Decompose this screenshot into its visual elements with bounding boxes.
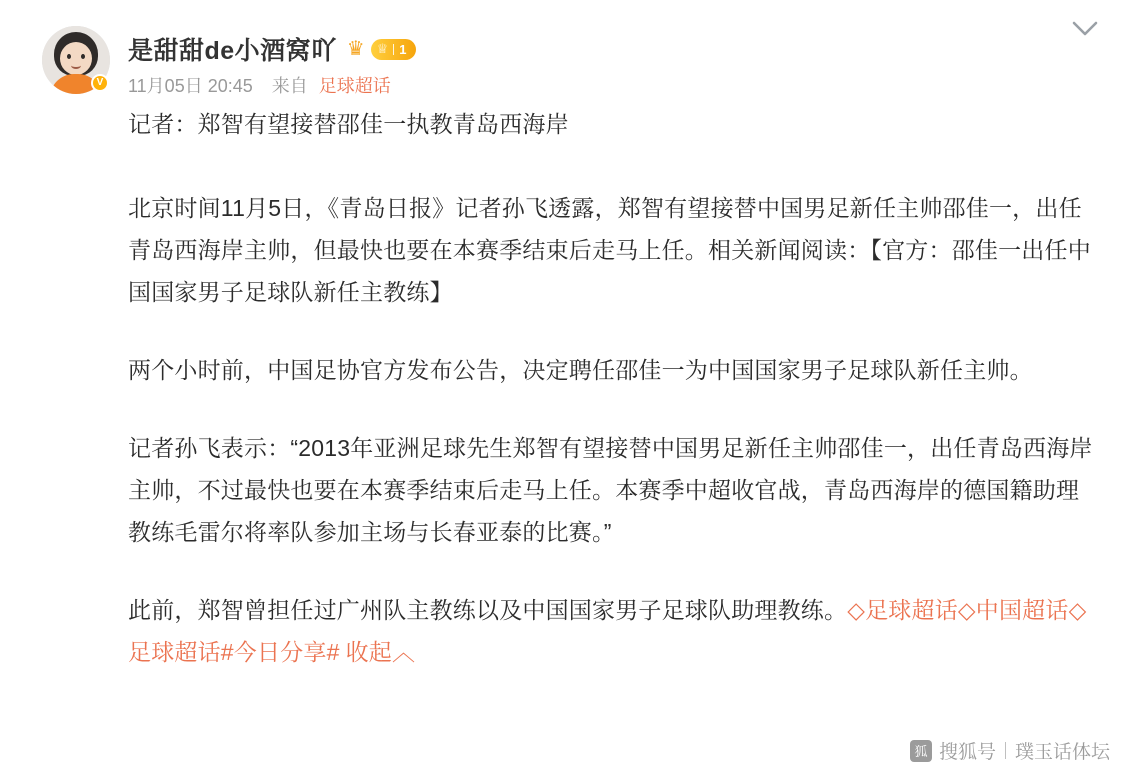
- post-header: [42, 18, 1096, 97]
- collapse-post-button[interactable]: [1068, 14, 1102, 42]
- post-paragraph-1: 北京时间11月5日，《青岛日报》记者孙飞透露，郑智有望接替中国男足新任主帅邵佳一，出任青岛西海岸主帅，但最快也要在本赛季结束后走马上任。相关新闻阅读：【官方：邵佳一出任中国国家男子足球队新任主教练】: [128, 195, 1091, 305]
- post-paragraph-4: [128, 589, 1096, 673]
- member-level-badge[interactable]: [371, 39, 416, 60]
- post-paragraph-3: 记者孙飞表示：“2013年亚洲足球先生郑智有望接替中国男足新任主帅邵佳一，出任青岛西海岸主帅，不过最快也要在本赛季结束后走马上任。本赛季中超收官战，青岛西海岸的德国籍助理教练毛雷尔将率队参加主场与长春亚泰的比赛。”: [128, 435, 1093, 545]
- post-source-link[interactable]: 足球超话: [318, 76, 391, 96]
- level-badge-value: 1: [399, 41, 407, 57]
- topic-link-2[interactable]: 中国超话: [975, 597, 1069, 623]
- verified-badge-icon: V: [91, 74, 109, 92]
- post-content: [128, 103, 1096, 673]
- author-info: [128, 18, 416, 97]
- post-paragraph-2: 两个小时前，中国足协官方发布公告，决定聘任邵佳一为中国国家男子足球队新任主帅。: [128, 357, 1033, 383]
- sohu-logo-icon: 狐: [910, 740, 932, 762]
- author-name[interactable]: 是甜甜de小酒窝吖: [128, 37, 337, 65]
- watermark: [910, 737, 1110, 764]
- post-paragraph-4-text: 此前，郑智曾担任过广州队主教练以及中国国家男子足球队助理教练。: [128, 597, 848, 623]
- post-title: 记者：郑智有望接替邵佳一执教青岛西海岸: [128, 111, 569, 137]
- crown-icon: ♛: [346, 38, 365, 60]
- watermark-divider: [1005, 742, 1006, 759]
- post-source-label: 来自: [271, 76, 308, 96]
- avatar[interactable]: [42, 26, 110, 94]
- watermark-site: 搜狐号: [938, 742, 996, 763]
- collapse-text-link[interactable]: 收起︿: [345, 639, 416, 665]
- author-name-row: [128, 34, 416, 64]
- topic-link-1[interactable]: ◇足球超话◇: [847, 597, 976, 623]
- level-badge-icon: ♕: [376, 41, 389, 56]
- post-meta: [128, 75, 416, 97]
- post-timestamp: 11月05日 20:45: [128, 76, 253, 96]
- topic-link-3[interactable]: ◇足球超话#今日分享#: [128, 597, 1087, 665]
- watermark-account: 璞玉话体坛: [1014, 742, 1110, 763]
